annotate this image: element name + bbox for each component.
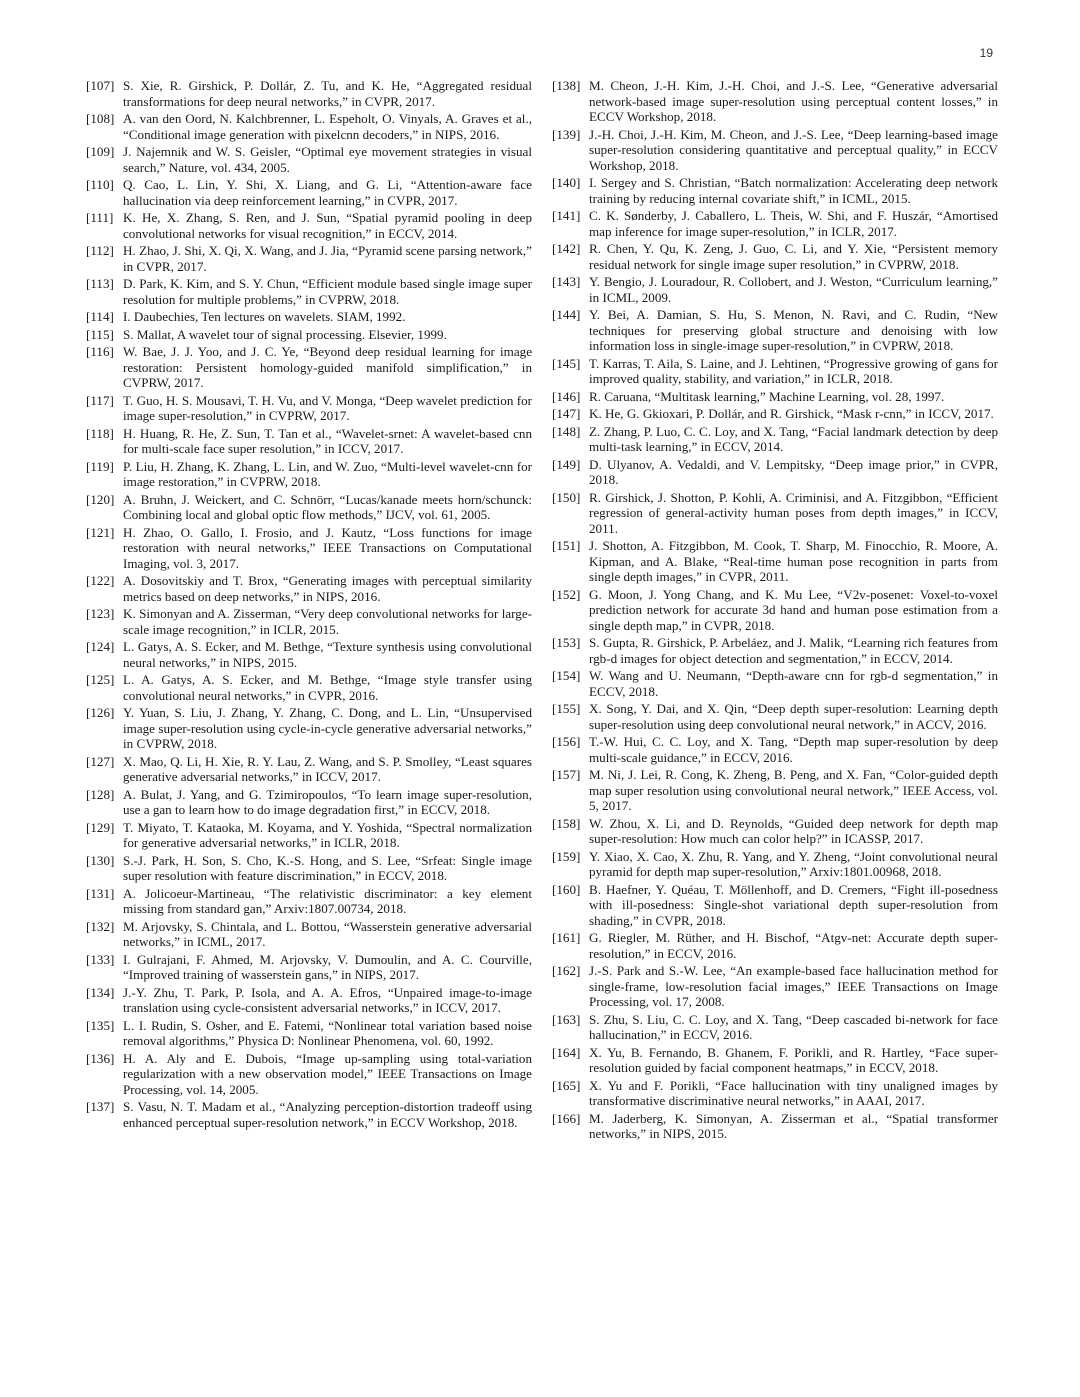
reference-number: [107] bbox=[86, 78, 115, 93]
reference-entry bbox=[552, 963, 998, 1010]
reference-entry bbox=[552, 356, 998, 387]
reference-number: [147] bbox=[552, 406, 581, 421]
reference-entry bbox=[552, 241, 998, 272]
reference-text: W. Bae, J. J. Yoo, and J. C. Ye, “Beyond deep residual learning for image restoration: Persistent homology-guided manifold simplification,” in CVPRW, 2017. bbox=[123, 344, 532, 390]
reference-number: [131] bbox=[86, 885, 115, 901]
reference-entry bbox=[86, 886, 532, 917]
reference-entry bbox=[86, 177, 532, 208]
reference-text: I. Gulrajani, F. Ahmed, M. Arjovsky, V. Dumoulin, and A. C. Courville, “Improved training of wasserstein gans,” in NIPS, 2017. bbox=[123, 951, 532, 982]
reference-entry bbox=[552, 701, 998, 732]
reference-text: A. van den Oord, N. Kalchbrenner, L. Espeholt, O. Vinyals, A. Graves et al., “Conditional image generation with pixelcnn decoders,” in NIPS, 2016. bbox=[123, 111, 532, 142]
reference-entry bbox=[552, 882, 998, 929]
reference-number: [161] bbox=[552, 930, 581, 945]
reference-number: [117] bbox=[86, 392, 114, 408]
reference-text: H. Zhao, O. Gallo, I. Frosio, and J. Kautz, “Loss functions for image restoration with neural networks,” IEEE Transactions on Computational Imaging, vol. 3, 2017. bbox=[123, 524, 532, 571]
reference-number: [160] bbox=[552, 881, 581, 897]
reference-entry bbox=[552, 208, 998, 239]
reference-number: [118] bbox=[86, 425, 114, 441]
reference-text: K. Simonyan and A. Zisserman, “Very deep convolutional networks for large-scale image recognition,” in ICLR, 2015. bbox=[123, 606, 532, 637]
reference-number: [122] bbox=[86, 573, 115, 588]
reference-text: H. A. Aly and E. Dubois, “Image up-sampling using total-variation regularization with a new observation model,” IEEE Transactions on Image Processing, vol. 14, 2005. bbox=[123, 1050, 532, 1097]
reference-entry bbox=[86, 210, 532, 241]
reference-number: [140] bbox=[552, 175, 581, 190]
reference-entry bbox=[552, 175, 998, 206]
reference-number: [141] bbox=[552, 208, 581, 223]
reference-text: Q. Cao, L. Lin, Y. Shi, X. Liang, and G. Li, “Attention-aware face hallucination via deep reinforcement learning,” in CVPR, 2017. bbox=[123, 177, 532, 208]
reference-number: [144] bbox=[552, 307, 581, 322]
reference-entry bbox=[86, 492, 532, 523]
reference-text: K. He, X. Zhang, S. Ren, and J. Sun, “Spatial pyramid pooling in deep convolutional networks for visual recognition,” in ECCV, 2014. bbox=[123, 210, 532, 241]
reference-entry bbox=[552, 78, 998, 125]
reference-text: X. Mao, Q. Li, H. Xie, R. Y. Lau, Z. Wang, and S. P. Smolley, “Least squares generative adversarial networks,” in ICCV, 2017. bbox=[123, 753, 532, 784]
reference-entry bbox=[86, 525, 532, 572]
reference-number: [109] bbox=[86, 144, 115, 159]
reference-number: [163] bbox=[552, 1011, 581, 1027]
reference-entry bbox=[86, 144, 532, 175]
reference-text: J.-H. Choi, J.-H. Kim, M. Cheon, and J.-S. Lee, “Deep learning-based image super-resolution considering quantitative and perceptual quality,” in ECCV Workshop, 2018. bbox=[589, 126, 998, 173]
reference-entry bbox=[86, 606, 532, 637]
reference-number: [153] bbox=[552, 635, 581, 650]
reference-entry bbox=[86, 919, 532, 950]
reference-number: [137] bbox=[86, 1099, 115, 1114]
reference-text: M. Arjovsky, S. Chintala, and L. Bottou, “Wasserstein generative adversarial networks,” in ICML, 2017. bbox=[123, 918, 532, 949]
reference-text: S.-J. Park, H. Son, S. Cho, K.-S. Hong, and S. Lee, “Srfeat: Single image super resolution with feature discrimination,” in ECCV, 2018. bbox=[123, 852, 532, 883]
reference-number: [150] bbox=[552, 489, 581, 505]
reference-number: [108] bbox=[86, 111, 115, 126]
reference-entry bbox=[86, 820, 532, 851]
reference-entry bbox=[86, 344, 532, 391]
reference-entry bbox=[552, 849, 998, 880]
reference-text: T. Karras, T. Aila, S. Laine, and J. Lehtinen, “Progressive growing of gans for improved quality, stability, and variation,” in ICLR, 2018. bbox=[589, 355, 998, 386]
reference-number: [139] bbox=[552, 126, 581, 142]
reference-text: J. Shotton, A. Fitzgibbon, M. Cook, T. Sharp, M. Finocchio, R. Moore, A. Kipman, and A. Blake, “Real-time human pose recognition in parts from single depth images,” in CVPR, 2011. bbox=[589, 538, 998, 584]
reference-number: [112] bbox=[86, 243, 114, 258]
reference-number: [126] bbox=[86, 705, 115, 720]
reference-number: [115] bbox=[86, 326, 114, 342]
reference-number: [119] bbox=[86, 458, 114, 474]
reference-entry bbox=[86, 111, 532, 142]
reference-text: S. Vasu, N. T. Madam et al., “Analyzing perception-distortion tradeoff using enhanced perceptual super-resolution network,” in ECCV Workshop, 2018. bbox=[123, 1099, 532, 1130]
reference-text: R. Caruana, “Multitask learning,” Machine Learning, vol. 28, 1997. bbox=[589, 388, 945, 404]
reference-number: [142] bbox=[552, 241, 581, 256]
reference-text: D. Park, K. Kim, and S. Y. Chun, “Efficient module based single image super resolution for multiple problems,” in CVPRW, 2018. bbox=[123, 276, 532, 307]
reference-text: A. Bruhn, J. Weickert, and C. Schnörr, “Lucas/kanade meets horn/schunck: Combining local and global optic flow methods,” IJCV, vol. 61, 2005. bbox=[123, 491, 532, 522]
reference-text: S. Xie, R. Girshick, P. Dollár, Z. Tu, and K. He, “Aggregated residual transformations for deep neural networks,” in CVPR, 2017. bbox=[123, 78, 532, 109]
reference-number: [158] bbox=[552, 815, 581, 831]
reference-entry bbox=[552, 587, 998, 634]
reference-number: [129] bbox=[86, 819, 115, 835]
reference-number: [166] bbox=[552, 1110, 581, 1126]
reference-entry bbox=[552, 668, 998, 699]
reference-entry bbox=[552, 1012, 998, 1043]
reference-text: M. Jaderberg, K. Simonyan, A. Zisserman et al., “Spatial transformer networks,” in NIPS, 2015. bbox=[589, 1110, 998, 1141]
reference-text: S. Gupta, R. Girshick, P. Arbeláez, and J. Malik, “Learning rich features from rgb-d images for object detection and segmentation,” in ECCV, 2014. bbox=[589, 635, 998, 666]
reference-entry bbox=[86, 573, 532, 604]
reference-text: I. Sergey and S. Christian, “Batch normalization: Accelerating deep network training by reducing internal covariate shift,” in ICML, 2015. bbox=[589, 175, 998, 206]
reference-text: T.-W. Hui, C. C. Loy, and X. Tang, “Depth map super-resolution by deep multi-scale guidance,” in ECCV, 2016. bbox=[589, 734, 998, 765]
reference-text: S. Mallat, A wavelet tour of signal processing. Elsevier, 1999. bbox=[123, 326, 447, 342]
reference-entry bbox=[552, 930, 998, 961]
reference-number: [124] bbox=[86, 639, 115, 654]
reference-entry bbox=[86, 1018, 532, 1049]
reference-number: [135] bbox=[86, 1017, 115, 1033]
reference-entry bbox=[552, 734, 998, 765]
reference-entry bbox=[552, 389, 998, 405]
reference-entry bbox=[86, 639, 532, 670]
reference-number: [130] bbox=[86, 852, 115, 868]
reference-number: [152] bbox=[552, 586, 581, 602]
reference-number: [132] bbox=[86, 918, 115, 934]
reference-entry bbox=[552, 635, 998, 666]
reference-number: [148] bbox=[552, 423, 581, 439]
reference-text: L. A. Gatys, A. S. Ecker, and M. Bethge, “Image style transfer using convolutional neural networks,” in CVPR, 2016. bbox=[123, 672, 532, 703]
reference-entry bbox=[86, 243, 532, 274]
reference-text: M. Ni, J. Lei, R. Cong, K. Zheng, B. Peng, and X. Fan, “Color-guided depth map super resolution using convolutional neural network,” IEEE Access, vol. 5, 2017. bbox=[589, 767, 998, 813]
reference-number: [162] bbox=[552, 963, 581, 978]
reference-entry bbox=[552, 307, 998, 354]
reference-text: J.-S. Park and S.-W. Lee, “An example-based face hallucination method for single-frame, low-resolution facial images,” IEEE Transactions on Image Processing, vol. 17, 2008. bbox=[589, 963, 998, 1009]
reference-entry bbox=[86, 1099, 532, 1130]
reference-number: [164] bbox=[552, 1044, 581, 1060]
reference-text: J.-Y. Zhu, T. Park, P. Isola, and A. A. Efros, “Unpaired image-to-image translation using cycle-consistent adversarial networks,” in ICCV, 2017. bbox=[123, 984, 532, 1015]
reference-number: [143] bbox=[552, 274, 581, 289]
reference-number: [120] bbox=[86, 491, 115, 507]
references-right-column bbox=[552, 78, 998, 1144]
reference-text: S. Zhu, S. Liu, C. C. Loy, and X. Tang, “Deep cascaded bi-network for face hallucination,” in ECCV, 2016. bbox=[589, 1011, 998, 1042]
reference-text: X. Yu and F. Porikli, “Face hallucination with tiny unaligned images by transformative discriminative neural networks,” in AAAI, 2017. bbox=[589, 1077, 998, 1108]
reference-number: [134] bbox=[86, 984, 115, 1000]
reference-text: J. Najemnik and W. S. Geisler, “Optimal eye movement strategies in visual search,” Nature, vol. 434, 2005. bbox=[123, 144, 532, 175]
reference-entry bbox=[86, 672, 532, 703]
reference-text: G. Riegler, M. Rüther, and H. Bischof, “Atgv-net: Accurate depth super-resolution,” in ECCV, 2016. bbox=[589, 930, 998, 961]
reference-entry bbox=[552, 274, 998, 305]
reference-entry bbox=[86, 327, 532, 343]
reference-entry bbox=[552, 424, 998, 455]
reference-entry bbox=[86, 985, 532, 1016]
reference-text: Z. Zhang, P. Luo, C. C. Loy, and X. Tang, “Facial landmark detection by deep multi-task learning,” in ECCV, 2014. bbox=[589, 423, 998, 454]
reference-text: B. Haefner, Y. Quéau, T. Möllenhoff, and D. Cremers, “Fight ill-posedness with ill-posedness: Single-shot variational depth super-resolution from shading,” in CVPR, 2018. bbox=[589, 881, 998, 928]
reference-entry bbox=[86, 787, 532, 818]
reference-entry bbox=[552, 1078, 998, 1109]
reference-entry bbox=[86, 1051, 532, 1098]
reference-number: [113] bbox=[86, 276, 114, 291]
reference-entry bbox=[86, 426, 532, 457]
reference-number: [111] bbox=[86, 210, 114, 225]
reference-number: [125] bbox=[86, 672, 115, 687]
reference-number: [127] bbox=[86, 753, 115, 769]
reference-number: [114] bbox=[86, 309, 114, 324]
reference-entry bbox=[552, 816, 998, 847]
reference-text: R. Chen, Y. Qu, K. Zeng, J. Guo, C. Li, and Y. Xie, “Persistent memory residual network for single image super resolution,” in CVPRW, 2018. bbox=[589, 241, 998, 272]
reference-text: I. Daubechies, Ten lectures on wavelets. SIAM, 1992. bbox=[123, 309, 406, 324]
reference-text: Y. Yuan, S. Liu, J. Zhang, Y. Zhang, C. Dong, and L. Lin, “Unsupervised image super-resolution using cycle-in-cycle generative adversarial networks,” in CVPRW, 2018. bbox=[123, 705, 532, 751]
reference-text: A. Dosovitskiy and T. Brox, “Generating images with perceptual similarity metrics based on deep networks,” in NIPS, 2016. bbox=[123, 573, 532, 604]
reference-number: [121] bbox=[86, 524, 115, 540]
reference-entry bbox=[86, 705, 532, 752]
reference-entry bbox=[86, 276, 532, 307]
page-number: 19 bbox=[979, 46, 993, 60]
reference-text: R. Girshick, J. Shotton, P. Kohli, A. Criminisi, and A. Fitzgibbon, “Efficient regression of general-activity human poses from depth images,” in ICCV, 2011. bbox=[589, 489, 998, 536]
reference-number: [128] bbox=[86, 786, 115, 802]
reference-number: [159] bbox=[552, 848, 581, 864]
reference-entry bbox=[86, 393, 532, 424]
reference-entry bbox=[86, 952, 532, 983]
reference-text: A. Jolicoeur-Martineau, “The relativistic discriminator: a key element missing from standard gan,” Arxiv:1807.00734, 2018. bbox=[123, 885, 532, 916]
reference-text: T. Miyato, T. Kataoka, M. Koyama, and Y. Yoshida, “Spectral normalization for generative adversarial networks,” in ICLR, 2018. bbox=[123, 819, 532, 850]
reference-text: L. I. Rudin, S. Osher, and E. Fatemi, “Nonlinear total variation based noise removal algorithms,” Physica D: Nonlinear Phenomena, vol. 60, 1992. bbox=[123, 1017, 532, 1048]
reference-text: X. Song, Y. Dai, and X. Qin, “Deep depth super-resolution: Learning depth super-resolution using deep convolutional neural network,” in ACCV, 2016. bbox=[589, 701, 998, 732]
reference-entry bbox=[86, 309, 532, 325]
reference-text: X. Yu, B. Fernando, B. Ghanem, F. Porikli, and R. Hartley, “Face super-resolution guided by facial component heatmaps,” in ECCV, 2018. bbox=[589, 1044, 998, 1075]
reference-entry bbox=[86, 754, 532, 785]
reference-entry bbox=[552, 1045, 998, 1076]
reference-number: [151] bbox=[552, 538, 581, 553]
reference-number: [154] bbox=[552, 668, 581, 683]
reference-text: M. Cheon, J.-H. Kim, J.-H. Choi, and J.-S. Lee, “Generative adversarial network-based image super-resolution using perceptual content losses,” in ECCV Workshop, 2018. bbox=[589, 78, 998, 124]
reference-number: [149] bbox=[552, 456, 581, 472]
reference-text: Y. Xiao, X. Cao, X. Zhu, R. Yang, and Y. Zheng, “Joint convolutional neural pyramid for depth map super-resolution,” Arxiv:1801.00968, 2018. bbox=[589, 848, 998, 879]
reference-text: D. Ulyanov, A. Vedaldi, and V. Lempitsky, “Deep image prior,” in CVPR, 2018. bbox=[589, 456, 998, 487]
reference-entry bbox=[552, 490, 998, 537]
reference-text: Y. Bengio, J. Louradour, R. Collobert, and J. Weston, “Curriculum learning,” in ICML, 2009. bbox=[589, 274, 998, 305]
reference-number: [138] bbox=[552, 78, 581, 93]
reference-text: W. Zhou, X. Li, and D. Reynolds, “Guided deep network for depth map super-resolution: How much can color help?” in ICASSP, 2017. bbox=[589, 815, 998, 846]
reference-number: [116] bbox=[86, 344, 114, 359]
reference-text: K. He, G. Gkioxari, P. Dollár, and R. Girshick, “Mask r-cnn,” in ICCV, 2017. bbox=[589, 406, 994, 421]
reference-text: L. Gatys, A. S. Ecker, and M. Bethge, “Texture synthesis using convolutional neural networks,” in NIPS, 2015. bbox=[123, 639, 532, 670]
reference-number: [110] bbox=[86, 177, 114, 192]
reference-text: H. Huang, R. He, Z. Sun, T. Tan et al., “Wavelet-srnet: A wavelet-based cnn for multi-scale face super resolution,” in ICCV, 2017. bbox=[123, 425, 532, 456]
reference-entry bbox=[86, 78, 532, 109]
references-left-column bbox=[86, 78, 532, 1132]
reference-number: [136] bbox=[86, 1050, 115, 1066]
reference-text: A. Bulat, J. Yang, and G. Tzimiropoulos, “To learn image super-resolution, use a gan to learn how to do image degradation first,” in ECCV, 2018. bbox=[123, 786, 532, 817]
reference-text: H. Zhao, J. Shi, X. Qi, X. Wang, and J. Jia, “Pyramid scene parsing network,” in CVPR, 2017. bbox=[123, 243, 532, 274]
reference-entry bbox=[552, 457, 998, 488]
reference-number: [145] bbox=[552, 355, 581, 371]
reference-entry bbox=[86, 853, 532, 884]
reference-entry bbox=[86, 459, 532, 490]
reference-number: [156] bbox=[552, 734, 581, 749]
reference-number: [165] bbox=[552, 1077, 581, 1093]
reference-entry bbox=[552, 767, 998, 814]
reference-text: T. Guo, H. S. Mousavi, T. H. Vu, and V. Monga, “Deep wavelet prediction for image super-resolution,” in CVPRW, 2017. bbox=[123, 392, 532, 423]
reference-number: [133] bbox=[86, 951, 115, 967]
reference-number: [157] bbox=[552, 767, 581, 782]
reference-text: P. Liu, H. Zhang, K. Zhang, L. Lin, and W. Zuo, “Multi-level wavelet-cnn for image restoration,” in CVPRW, 2018. bbox=[123, 458, 532, 489]
reference-text: Y. Bei, A. Damian, S. Hu, S. Menon, N. Ravi, and C. Rudin, “New techniques for preserving global structure and denoising with low information loss in single-image super-resolution,” in CVPRW, 2018. bbox=[589, 307, 998, 353]
reference-number: [123] bbox=[86, 606, 115, 621]
reference-text: C. K. Sønderby, J. Caballero, L. Theis, W. Shi, and F. Huszár, “Amortised map inference for image super-resolution,” in ICLR, 2017. bbox=[589, 208, 998, 239]
reference-entry bbox=[552, 1111, 998, 1142]
reference-entry bbox=[552, 538, 998, 585]
reference-entry bbox=[552, 127, 998, 174]
reference-text: W. Wang and U. Neumann, “Depth-aware cnn for rgb-d segmentation,” in ECCV, 2018. bbox=[589, 668, 998, 699]
reference-number: [155] bbox=[552, 701, 581, 716]
reference-number: [146] bbox=[552, 388, 581, 404]
reference-text: G. Moon, J. Yong Chang, and K. Mu Lee, “V2v-posenet: Voxel-to-voxel prediction network for accurate 3d hand and human pose estimation from a single depth map,” in CVPR, 2018. bbox=[589, 586, 998, 633]
reference-entry bbox=[552, 406, 998, 422]
